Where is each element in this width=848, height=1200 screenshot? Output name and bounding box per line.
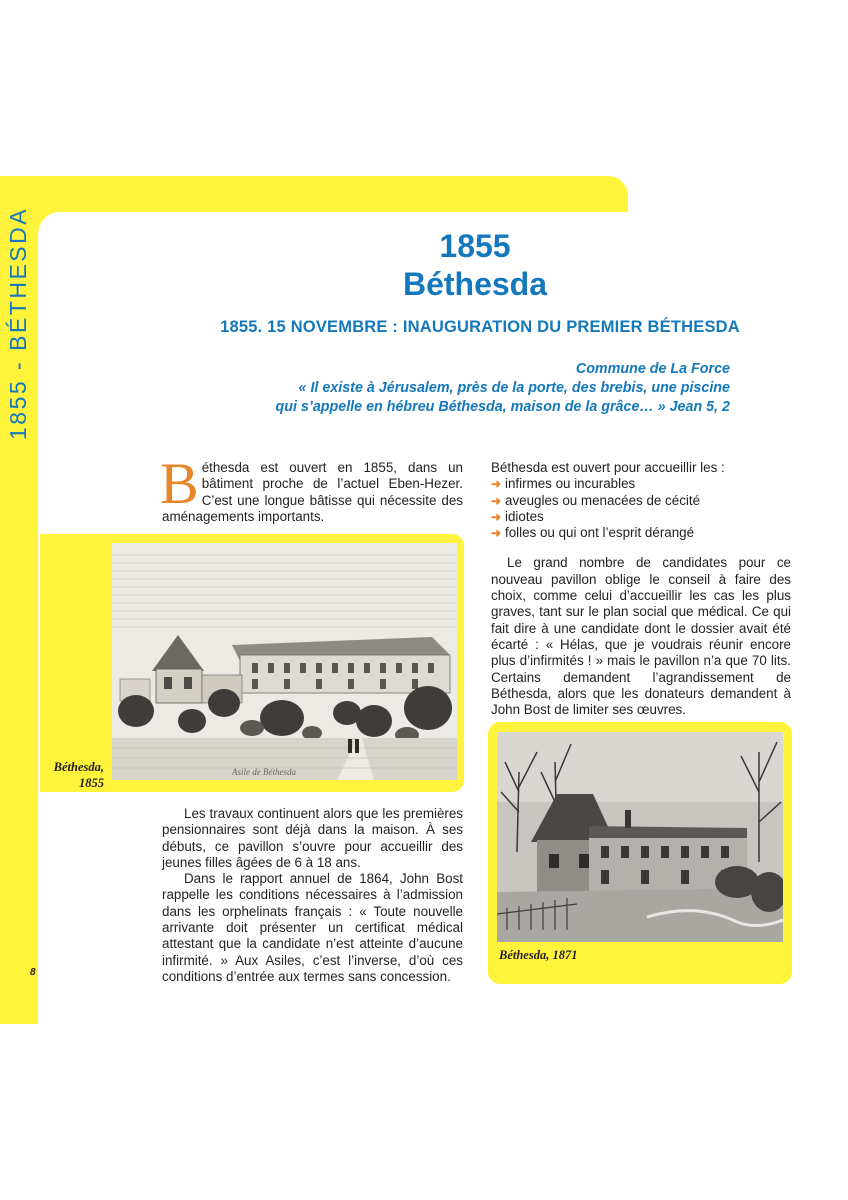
- arrow-right-icon: ➜: [491, 509, 502, 524]
- epigraph-line: qui s’appelle en hébreu Béthesda, maison de la grâce… » Jean 5, 2: [275, 399, 730, 415]
- figure-caption-1855: Béthesda, 1855: [53, 760, 104, 790]
- works-paragraph: Les travaux continuent alors que les premières pensionnaires sont déjà dans la maison. À ses débuts, ce pavillon s’ouvre pour accueillir des jeunes filles âgées de 6 à 18 ans.: [162, 806, 463, 870]
- photograph-illustration: [497, 732, 783, 942]
- candidates-paragraph: Le grand nombre de candidates pour ce nouveau pavillon oblige le conseil à faire des choix, comme celui d’accueillir les cas les plus graves, tant sur le plan social que médical. Ce qui fait dire à une candidate dont le dossier avait été écarté : « Hélas, que je voudrais réunir encore plus d’infirmités ! » mais le pavillon n’a que 70 lits. Certains demandent l’agrandissement de Béthesda, alors que les donateurs demandent à John Bost de limiter ses œuvres.: [491, 555, 791, 718]
- list-item: ➜ infirmes ou incurables: [491, 476, 636, 492]
- admission-list: [491, 476, 791, 541]
- photograph-image-1871: [497, 732, 783, 942]
- list-intro: Béthesda est ouvert pour accueillir les :: [491, 460, 725, 475]
- page-number: 8: [30, 967, 36, 978]
- arrow-right-icon: ➜: [491, 526, 502, 541]
- list-item: ➜ aveugles ou menacées de cécité: [491, 492, 701, 508]
- list-item: ➜ idiotes: [491, 508, 544, 524]
- page-subtitle: 1855. 15 NOVEMBRE : INAUGURATION DU PREMIER BÉTHESDA: [220, 318, 740, 336]
- figure-caption-1871: Béthesda, 1871: [499, 948, 578, 962]
- epigraph-place: Commune de La Force: [575, 361, 730, 377]
- works-paragraphs: [162, 806, 463, 985]
- engraving-image-1855: [112, 543, 457, 780]
- yellow-frame-top: [0, 176, 628, 212]
- intro-text: éthesda est ouvert en 1855, dans un bâtiment proche de l’actuel Eben-Hezer. C’est une longue bâtisse qui nécessite des aménagements importants.: [162, 460, 463, 524]
- intro-paragraph: [160, 451, 463, 525]
- yellow-frame-corner: [38, 212, 60, 234]
- engraving-caption: Asile de Béthesda: [232, 767, 296, 777]
- arrow-right-icon: ➜: [491, 493, 502, 508]
- page-title: Béthesda: [402, 266, 548, 302]
- admission-paragraph: Dans le rapport annuel de 1864, John Bost rappelle les conditions nécessaires à l’admission dans les orphelinats français : « Toute nouvelle arrivante doit présenter un certificat médical attestant que la candidate n’est atteinte d’aucune infirmité. » Aux Asiles, c’est l’inverse, d’où ces conditions d’entrée aux termes sans concession.: [162, 871, 463, 984]
- list-item: ➜ folles ou qui ont l’esprit dérangé: [491, 525, 695, 541]
- sidebar-title: 1855 - BÉTHESDA: [5, 206, 31, 440]
- page-year: 1855: [439, 228, 511, 264]
- right-column: [491, 460, 791, 718]
- arrow-right-icon: ➜: [491, 477, 502, 492]
- drop-cap: B: [160, 451, 199, 516]
- epigraph-line: « Il existe à Jérusalem, près de la porte, des brebis, une piscine: [298, 380, 730, 396]
- engraving-illustration: [112, 543, 457, 780]
- epigraph: [200, 360, 730, 417]
